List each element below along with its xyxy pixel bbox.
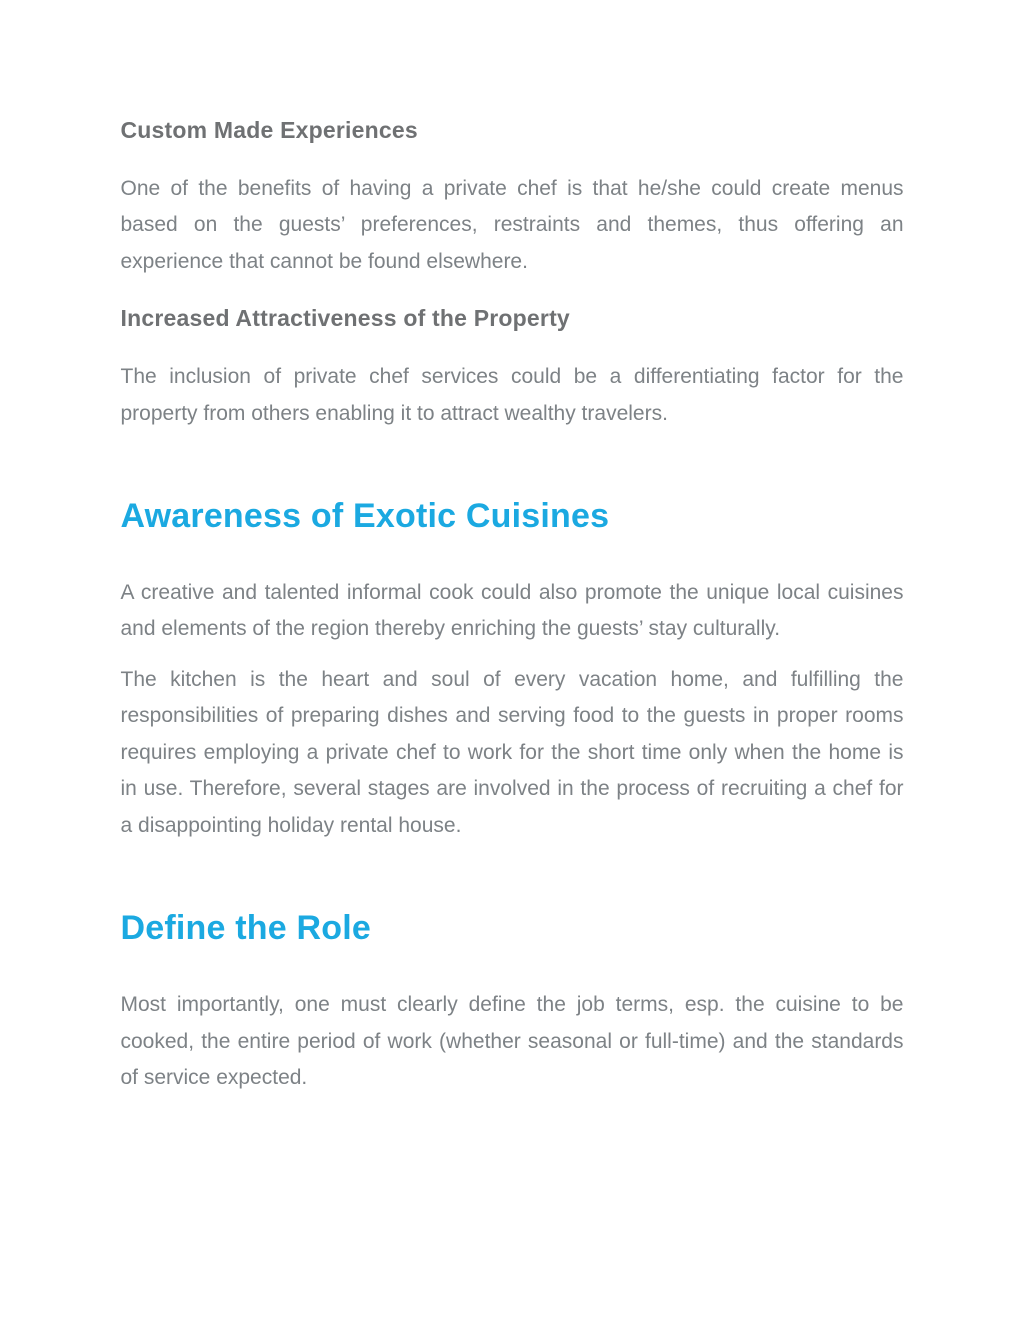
subsection-heading: Custom Made Experiences [120, 117, 418, 143]
paragraph: A creative and talented informal cook could also promote the unique local cuisines and elements of the region thereby enriching the guests’ stay culturally. [120, 580, 904, 641]
document-body [121, 0, 904, 1097]
subsection-heading: Increased Attractiveness of the Property [120, 305, 570, 332]
paragraph: Most importantly, one must clearly define the job terms, esp. the cuisine to be cooked, the entire period of work (whether seasonal or full-time) and the standards of service expected. [120, 993, 904, 1090]
section-heading: Define the Role [120, 909, 371, 948]
paragraph: The kitchen is the heart and soul of every vacation home, and fulfilling the responsibilities of preparing dishes and serving food to the guests in proper rooms requires employing a private chef to work for the short time only when the home is in use. Therefore, several stages are involved in the process of recruiting a chef for a disappointing holiday rental house. [120, 667, 904, 837]
paragraph: The inclusion of private chef services could be a differentiating factor for the property from others enabling it to attract wealthy travelers. [120, 365, 904, 425]
section-heading: Awareness of Exotic Cuisines [120, 497, 610, 535]
paragraph: One of the benefits of having a private chef is that he/she could create menus based on the guests’ preferences, restraints and themes, thus offering an experience that cannot be found elsewhere. [120, 176, 904, 273]
